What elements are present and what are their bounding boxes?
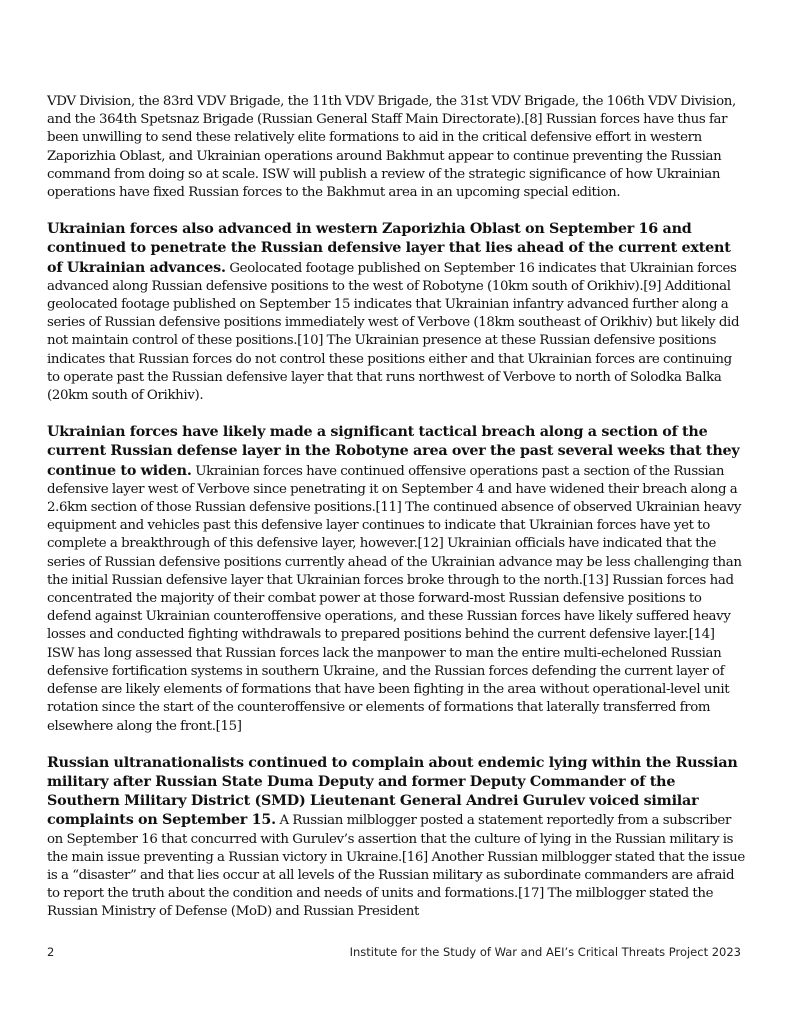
paragraph-1-text: VDV Division, the 83rd VDV Brigade, the 11th VDV Brigade, the 31st VDV Brigade, the 106th VDV Division, and the 364th Spetsnaz Brigade (Russian General Staff Main Directorate).[8] Russian forces have thus far been unwilling to send these relatively elite formations to aid in the critical defensive effort in western Zaporizhia Oblast, and Ukrainian operations around Bakhmut appear to continue preventing the Russian command from doing so at scale. ISW will publish a review of the strategic significance of how Ukrainian operations have fixed Russian forces to the Bakhmut area in an upcoming special edition. xyxy=(47,94,736,201)
paragraph-4-lead: Russian ultranationalists continued to complain about endemic lying within the Russian military after Russian State Duma Deputy and former Deputy Commander of the Southern Military District (SMD) Lieutenant General Andrei Gurulev voiced similar complaints on September 15. xyxy=(47,754,738,829)
paragraph-2-lead: Ukrainian forces also advanced in western Zaporizhia Oblast on September 16 and continued to penetrate the Russian defensive layer that lies ahead of the current extent of Ukrainian advances. xyxy=(47,221,731,276)
page-number: 2 xyxy=(47,945,55,959)
paragraph-3 xyxy=(47,423,745,735)
paragraph-4-text: A Russian milblogger posted a statement reportedly from a subscriber on September 16 that concurred with Gurulev’s assertion that the culture of lying in the Russian military is the main issue preventing a Russian victory in Ukraine.[16] Another Russian milblogger stated that the issue is a “disaster” and that lies occur at all levels of the Russian military as subordinate commanders are afraid to report the truth about the condition and needs of units and formations.[17] The milblogger stated the Russian Ministry of Defense (MoD) and Russian President xyxy=(47,813,745,920)
footer-organization: Institute for the Study of War and AEI’s Critical Threats Project 2023 xyxy=(349,945,741,959)
paragraph-2-text: Geolocated footage published on September 16 indicates that Ukrainian forces advanced along Russian defensive positions to the west of Robotyne (10km south of Orikhiv).[9] Additional geolocated footage published on September 15 indicates that Ukrainian infantry advanced further along a series of Russian defensive positions immediately west of Verbove (18km southeast of Orikhiv) but likely did not maintain control of these positions.[10] The Ukrainian presence at these Russian defensive positions indicates that Russian forces do not control these positions either and that Ukrainian forces are continuing to operate past the Russian defensive layer that that runs northwest of Verbove to north of Solodka Balka (20km south of Orikhiv). xyxy=(47,260,740,404)
paragraph-4 xyxy=(47,754,745,922)
paragraph-1 xyxy=(47,93,745,202)
paragraph-3-text: Ukrainian forces have continued offensive operations past a section of the Russian defensive layer west of Verbove since penetrating it on September 4 and have widened their breach along a 2.6km section of those Russian defensive positions.[11] The continued absence of observed Ukrainian heavy equipment and vehicles past this defensive layer continues to indicate that Ukrainian forces have yet to complete a breakthrough of this defensive layer, however.[12] Ukrainian officials have indicated that the series of Russian defensive positions currently ahead of the Ukrainian advance may be less challenging than the initial Russian defensive layer that Ukrainian forces broke through to the north.[13] Russian forces had concentrated the majority of their combat power at those forward-most Russian defensive positions to defend against Ukrainian counteroffensive operations, and these Russian forces have likely suffered heavy losses and conducted fighting withdrawals to prepared positions behind the current defensive layer.[14] ISW has long assessed that Russian forces lack the manpower to man the entire multi-echeloned Russian defensive fortification systems in southern Ukraine, and the Russian forces defending the current layer of defense are likely elements of formations that have been fighting in the area without operational-level unit rotation since the start of the counteroffensive or elements of formations that laterally transferred from elsewhere along the front.[15] xyxy=(47,463,742,734)
paragraph-3-lead: Ukrainian forces have likely made a significant tactical breach along a section of the current Russian defense layer in the Robotyne area over the past several weeks that they continue to widen. xyxy=(47,424,740,479)
article-body xyxy=(47,93,745,940)
paragraph-2 xyxy=(47,220,745,405)
